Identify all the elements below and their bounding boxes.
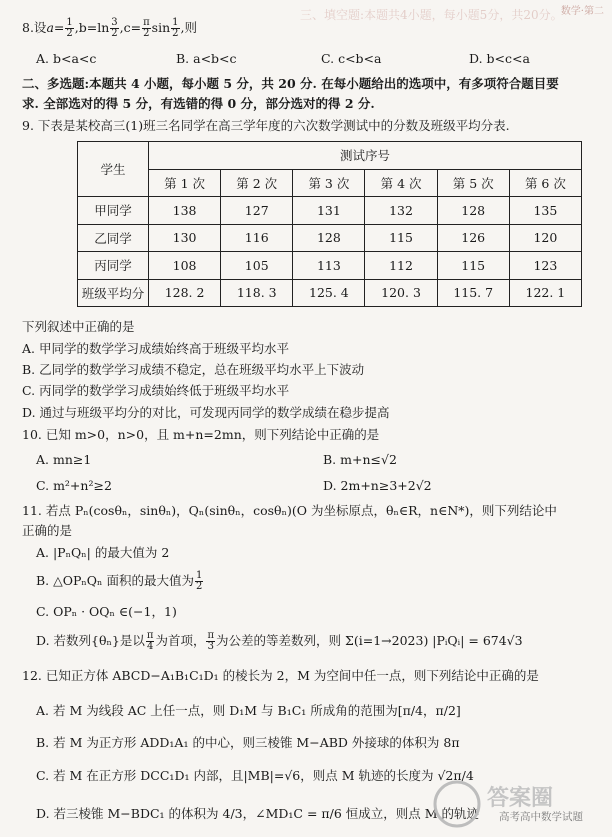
question-9-prompt: 下列叙述中正确的是	[22, 319, 135, 334]
q9-option-c: C. 丙同学的数学学习成绩始终低于班级平均水平	[22, 383, 290, 398]
row-student-name: 乙同学	[78, 224, 149, 252]
q9-option-d: D. 通过与班级平均分的对比，可发现丙同学的数学成绩在稳步提高	[22, 405, 390, 420]
table-cell: 126	[437, 224, 509, 252]
q8-option-a: A. b<a<c	[36, 51, 97, 66]
q11-option-a: A. |PₙQₙ| 的最大值为 2	[36, 545, 170, 560]
table-cell: 123	[509, 252, 581, 280]
table-column-header: 第 6 次	[509, 169, 581, 197]
table-group-header: 测试序号	[149, 142, 582, 170]
table-cell: 115	[365, 224, 437, 252]
table-cell: 113	[293, 252, 365, 280]
table-row	[78, 224, 582, 252]
table-cell: 116	[221, 224, 293, 252]
watermark-subtext: 高考高中数学试题	[499, 811, 583, 823]
q9-option-a: A. 甲同学的数学学习成绩始终高于班级平均水平	[22, 341, 289, 356]
table-column-header: 第 3 次	[293, 169, 365, 197]
table-column-header: 第 1 次	[149, 169, 221, 197]
q11-option-d: D. 若数列{θₙ}是以 $\frac{\pi}{4}$ 为首项， $\frac{\pi}{3}$ 为公差的等差数列，则 Σ(i=1→2023) |PᵢQᵢ| = 674√3	[36, 630, 523, 652]
q12-option-b: B. 若 M 为正方形 ADD₁A₁ 的中心，则三棱锥 M−ABD 外接球的体积为 8π	[36, 735, 460, 750]
question-11-stem: 11. 若点 Pₙ(cosθₙ，sinθₙ)，Qₙ(sinθₙ，cosθₙ)(O 为坐标原点，θₙ∈R，n∈N*)，则下列结论中	[22, 503, 557, 518]
table-corner-header: 学生	[78, 142, 149, 197]
q8-option-c: C. c<b<a	[321, 51, 382, 66]
question-8-stem: 8.设a= $\frac{1}{2}$ ,b=ln $\frac{3}{2}$ ,c= $\frac{\pi}{2}$ sin $\frac{1}{2}$ ,则	[22, 17, 197, 39]
table-cell: 125. 4	[293, 279, 365, 307]
row-student-name: 班级平均分	[78, 279, 149, 307]
q10-option-d: D. 2m+n≥3+2√2	[323, 478, 432, 493]
q10-option-c: C. m²+n²≥2	[36, 478, 112, 493]
row-student-name: 丙同学	[78, 252, 149, 280]
table-cell: 127	[221, 197, 293, 225]
table-column-headers	[78, 169, 582, 197]
table-cell: 105	[221, 252, 293, 280]
table-cell: 112	[365, 252, 437, 280]
table-row	[78, 197, 582, 225]
q11-option-c: C. OPₙ · OQₙ ∈(−1，1)	[36, 604, 177, 619]
score-table	[77, 141, 582, 307]
watermark-logo	[427, 777, 602, 831]
table-cell: 130	[149, 224, 221, 252]
table-cell: 128. 2	[149, 279, 221, 307]
table-cell: 135	[509, 197, 581, 225]
table-column-header: 第 4 次	[365, 169, 437, 197]
question-8-options	[36, 51, 530, 67]
row-student-name: 甲同学	[78, 197, 149, 225]
table-row	[78, 279, 582, 307]
question-9-stem: 9. 下表是某校高三(1)班三名同学在高三学年度的六次数学测试中的分数及班级平均分表.	[22, 118, 510, 133]
question-10-stem: 10. 已知 m>0，n>0，且 m+n=2mn，则下列结论中正确的是	[22, 427, 380, 442]
table-cell: 132	[365, 197, 437, 225]
table-cell: 131	[293, 197, 365, 225]
table-row	[78, 252, 582, 280]
q12-option-a: A. 若 M 为线段 AC 上任一点，则 D₁M 与 B₁C₁ 所成角的范围为[π/4，π/2]	[36, 703, 461, 718]
table-cell: 120	[509, 224, 581, 252]
question-12-stem: 12. 已知正方体 ABCD−A₁B₁C₁D₁ 的棱长为 2，M 为空间中任一点，则下列结论中正确的是	[22, 668, 539, 683]
q9-option-b: B. 乙同学的数学学习成绩不稳定，总在班级平均水平上下波动	[22, 362, 365, 377]
q8-option-d: D. b<c<a	[469, 51, 530, 66]
question-11-stem-cont: 正确的是	[22, 523, 73, 538]
q10-option-b: B. m+n≤√2	[323, 452, 397, 467]
q11-option-b: B. △OPₙQₙ 面积的最大值为 $\frac{1}{2}$	[36, 570, 203, 592]
table-column-header: 第 5 次	[437, 169, 509, 197]
table-column-header: 第 2 次	[221, 169, 293, 197]
table-cell: 108	[149, 252, 221, 280]
table-cell: 128	[293, 224, 365, 252]
q12-option-c: C. 若 M 在正方形 DCC₁D₁ 内部，且|MB|=√6，则点 M 轨迹的长度为 √2π/4	[36, 768, 474, 783]
watermark-text: 答案圈	[487, 786, 554, 811]
table-cell: 128	[437, 197, 509, 225]
table-cell: 118. 3	[221, 279, 293, 307]
table-cell: 122. 1	[509, 279, 581, 307]
q12-option-d: D. 若三棱锥 M−BDC₁ 的体积为 4/3，∠MD₁C = π/6 恒成立，则点 M 的轨迹	[36, 806, 480, 821]
section-2-heading: 二、多选题:本题共 4 小题，每小题 5 分，共 20 分. 在每小题给出的选项中，有多项符合题目要	[22, 76, 559, 91]
q10-option-a: A. mn≥1	[36, 452, 92, 467]
table-cell: 115	[437, 252, 509, 280]
corner-text: 数学·第二	[560, 6, 604, 17]
q8-option-b: B. a<b<c	[176, 51, 237, 66]
table-cell: 115. 7	[437, 279, 509, 307]
bleed-through-header: 三、填空题:本题共4小题，每小题5分，共20分。	[300, 8, 563, 22]
section-2-heading-cont: 求. 全部选对的得 5 分，有选错的得 0 分，部分选对的得 2 分.	[22, 96, 375, 111]
table-cell: 120. 3	[365, 279, 437, 307]
table-cell: 138	[149, 197, 221, 225]
